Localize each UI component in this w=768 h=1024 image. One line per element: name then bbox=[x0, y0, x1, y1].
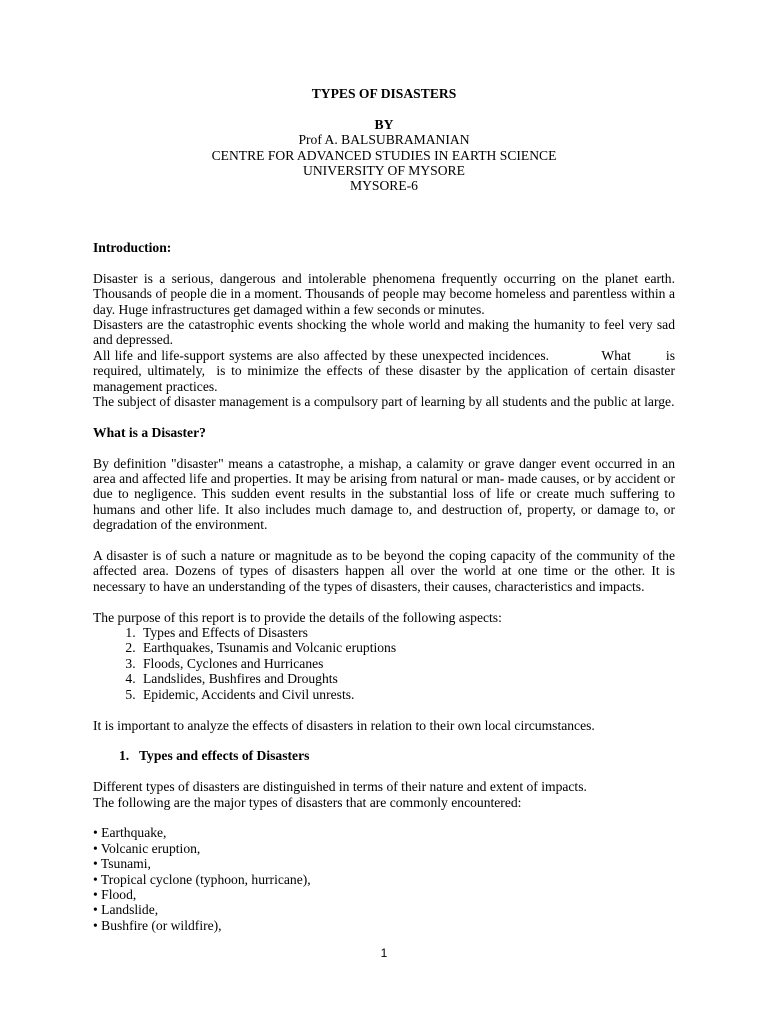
section-number: 1. bbox=[119, 748, 130, 764]
byline-university: UNIVERSITY OF MYSORE bbox=[303, 163, 465, 179]
intro-paragraph-2: Disasters are the catastrophic events shocking the whole world and making the humanity to feel very sad and depressed. bbox=[93, 317, 675, 348]
list-item: • Flood, bbox=[93, 886, 137, 902]
definition-paragraph: By definition "disaster" means a catastrophe, a mishap, a calamity or grave danger event occurred in an area and affected life and properties. It may be arising from natural or man- made causes, or by accident or due to negligence. This sudden event results in the substantial loss of life or create much suffering to humans and other life. It also includes much damage to, and destruction of, property, or damage to, or degradation of the environment. bbox=[93, 455, 675, 533]
document-title: TYPES OF DISASTERS bbox=[311, 86, 457, 101]
aspects-list bbox=[93, 625, 675, 702]
types-paragraph-1: Different types of disasters are distinguished in terms of their nature and extent of impacts. bbox=[93, 779, 587, 795]
list-item: 2. Earthquakes, Tsunamis and Volcanic eruptions bbox=[139, 640, 675, 655]
intro-heading: Introduction: bbox=[93, 240, 172, 255]
list-item: • Tsunami, bbox=[93, 856, 151, 872]
list-item: 5. Epidemic, Accidents and Civil unrests. bbox=[139, 687, 675, 702]
list-item: • Bushfire (or wildfire), bbox=[93, 917, 222, 933]
byline-city: MYSORE-6 bbox=[350, 178, 418, 194]
byline-centre: CENTRE FOR ADVANCED STUDIES IN EARTH SCIENCE bbox=[211, 147, 557, 163]
byline-author: Prof A. BALSUBRAMANIAN bbox=[298, 132, 470, 148]
magnitude-paragraph: A disaster is of such a nature or magnitude as to be beyond the coping capacity of the community of the affected area. Dozens of types of disasters happen all over the world at one time or the other. It is necessary to have an understanding of the types of disasters, their causes, characteristics and impacts. bbox=[93, 548, 675, 594]
types-paragraph-2: The following are the major types of disasters that are commonly encountered: bbox=[93, 794, 522, 810]
list-item: • Volcanic eruption, bbox=[93, 840, 201, 856]
list-item: • Landslide, bbox=[93, 902, 159, 918]
byline-by: BY bbox=[374, 116, 394, 132]
important-paragraph: It is important to analyze the effects of disasters in relation to their own local circumstances. bbox=[93, 717, 595, 733]
list-item: • Earthquake, bbox=[93, 825, 167, 841]
section-title: Types and effects of Disasters bbox=[139, 748, 310, 764]
purpose-paragraph: The purpose of this report is to provide the details of the following aspects: bbox=[93, 609, 502, 625]
list-item: 4. Landslides, Bushfires and Droughts bbox=[139, 671, 675, 686]
intro-paragraph-1: Disaster is a serious, dangerous and intolerable phenomena frequently occurring on the planet earth. Thousands of people die in a moment. Thousands of people may become homeless and parentless within a day. Huge infrastructures get damaged within a few seconds or minutes. bbox=[93, 270, 675, 317]
list-item: • Tropical cyclone (typhoon, hurricane), bbox=[93, 871, 311, 887]
section-1-heading bbox=[93, 748, 675, 763]
page-number: 1 bbox=[380, 946, 388, 960]
list-item: 3. Floods, Cyclones and Hurricanes bbox=[139, 656, 675, 671]
intro-paragraph-4: The subject of disaster management is a compulsory part of learning by all students and the public at large. bbox=[93, 394, 675, 410]
what-is-heading: What is a Disaster? bbox=[93, 424, 206, 440]
intro-paragraph-3: All life and life-support systems are also affected by these unexpected incidences. What is required, ultimately, is to minimize the effects of these disaster by the application of certain disaster management practices. bbox=[93, 347, 679, 394]
list-item: 1. Types and Effects of Disasters bbox=[139, 625, 675, 640]
disaster-types-list bbox=[93, 825, 675, 933]
